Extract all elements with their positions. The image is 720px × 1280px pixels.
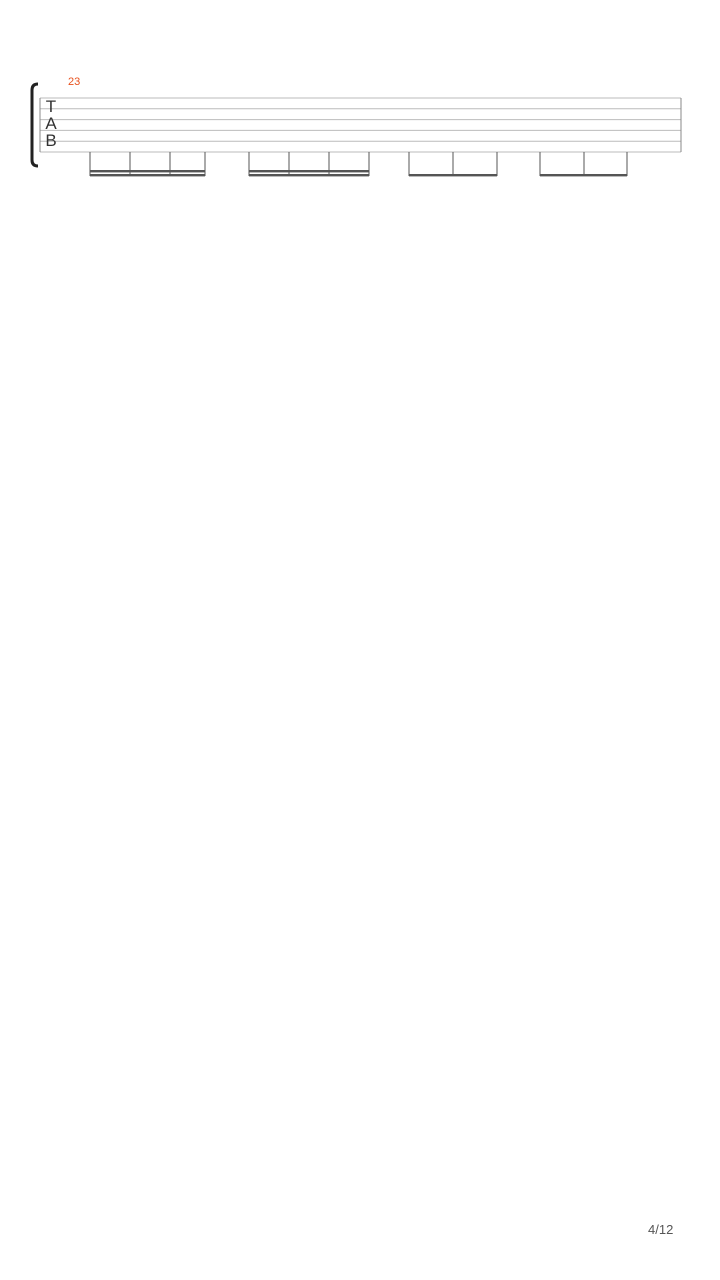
note-beam (409, 174, 497, 176)
note-beam (90, 174, 205, 176)
tab-clef-letter: T (45, 97, 57, 116)
measure-number: 23 (68, 76, 81, 88)
system-bracket (32, 84, 38, 166)
note-beam (90, 170, 205, 172)
page-number: 4/12 (648, 1222, 674, 1237)
note-beam (540, 174, 627, 176)
tab-clef-letter: A (45, 114, 57, 133)
tab-clef-letter: B (45, 131, 57, 150)
note-beam (249, 170, 369, 172)
tab-system (32, 76, 681, 176)
note-beam (249, 174, 369, 176)
